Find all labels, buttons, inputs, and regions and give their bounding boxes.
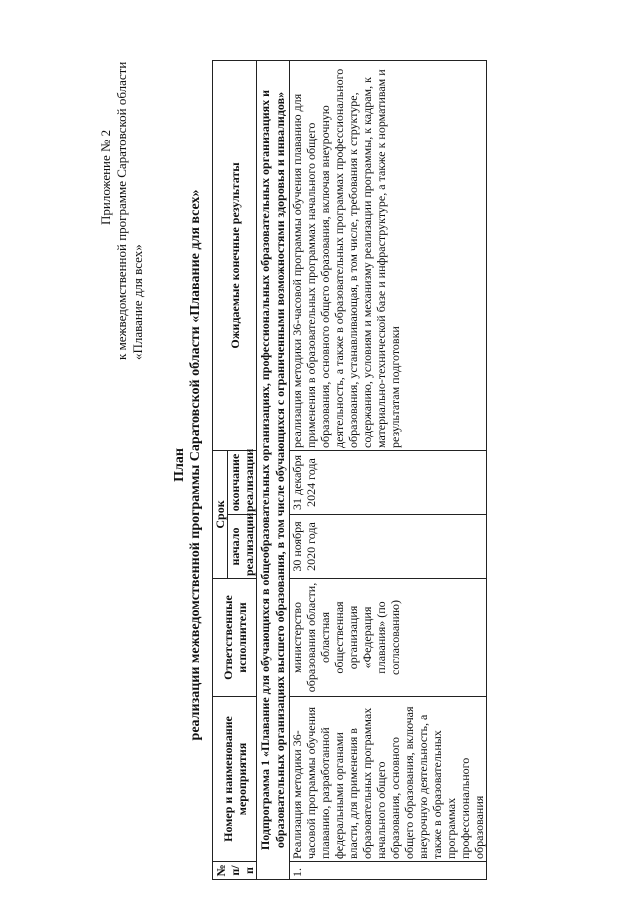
row-num: 1. [290,862,487,880]
appendix-header [98,50,146,360]
table-row [290,61,487,880]
header-num: № п/п [213,862,257,880]
row-executors: министерство образования области, областная общественная организация «Федерация плавания» (по согласованию) [290,579,487,697]
subprogram-title: Подпрограмма 1 «Плавание для обучающихся в общеобразовательных организациях, профессиональных образовательных организациях и образовательных организациях высшего образования, в том числе обучающихся с ограниченными возможностями здоровья и инвалидов» [257,61,290,880]
row-start: 30 ноября 2020 года [290,515,487,579]
row-results: реализация методики 36-часовой программы обучения плаванию для применения в образовательных программах начального общего образования, основного общего образования, включая внеурочную деятельность, а также в образовательных программах профессионального образования, устанавливающая, в том числе, требования к структуре, содержанию, условиям и механизму реализации программы, к кадрам, к материально-технической базе и инфраструктуре, а также к нормативам и результатам подготовки [290,61,487,451]
plan-table [212,60,487,880]
header-start: начало реализации [228,515,257,579]
header-term: Срок [213,450,228,578]
row-activity: Реализация методики 36-часовой программы обучения плаванию, разработанной федеральными органами власти, для применения в образовательных программах начального общего образования, основного общего образования, включая внеурочную деятельность, а также в образовательных программах профессионального образования [290,697,487,862]
header-end: окончание реализации [228,450,257,514]
header-results: Ожидаемые конечные результаты [213,61,257,451]
appendix-text: к межведомственной программе Саратовской области «Плавание для всех» [114,61,145,360]
subprogram-row [257,61,290,880]
title-line1: План [172,448,187,482]
appendix-number: Приложение № 2 [98,129,113,225]
header-activity: Номер и наименование мероприятия [213,697,257,862]
page-title [172,65,204,865]
row-end: 31 декабря 2024 года [290,450,487,514]
title-line2: реализации межведомственной программы Саратовской области «Плавание для всех» [188,189,203,741]
header-executors: Ответственные исполнители [213,579,257,697]
header-row [213,61,228,880]
